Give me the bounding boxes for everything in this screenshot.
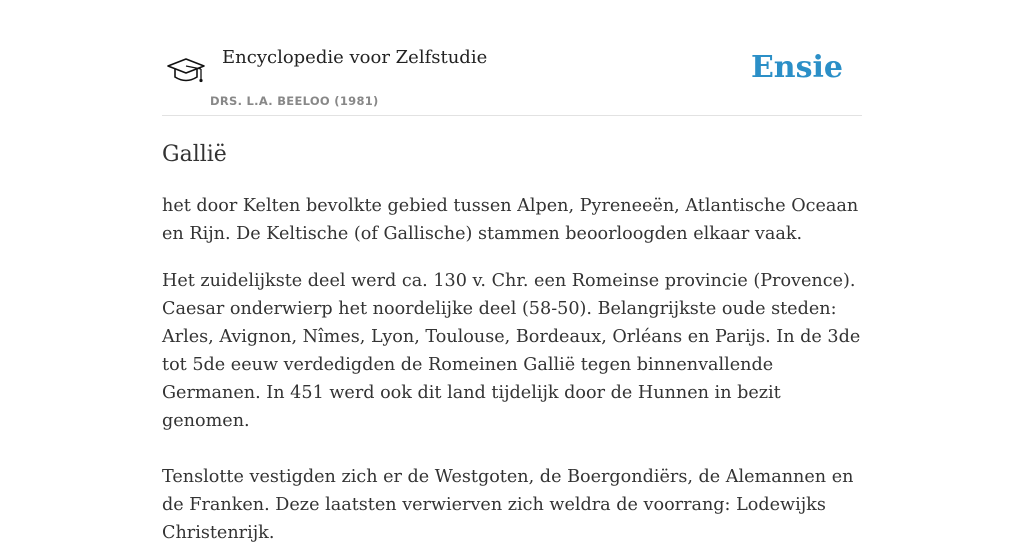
paragraph-1: het door Kelten bevolkte gebied tussen Alpen, Pyreneeën, Atlantische Oceaan en Rijn. De Keltische (of Gallische) stammen beoorloogden elkaar vaak. (162, 196, 859, 244)
author-credit: DRS. L.A. BEELOO (1981) (210, 94, 379, 108)
article (162, 138, 862, 547)
paragraph-2: Het zuidelijkste deel werd ca. 130 v. Chr. een Romeinse provincie (Provence). Caesar onderwierp het noordelijke deel (58-50). Belangrijkste oude steden: Arles, Avignon, Nîmes, Lyon, Toulouse, Bordeaux, Orléans en Parijs. In de 3de tot 5de eeuw verdedigden de Romeinen Gallië tegen binnenvallende Germanen. In 451 werd ook dit land tijdelijk door de Hunnen in bezit genomen. (162, 271, 861, 431)
paragraph-3: Tenslotte vestigden zich er de Westgoten, de Boergondiërs, de Alemannen en de Franken. Deze laatsten verwierven zich weldra de voorrang: Lodewijks Christenrijk. (162, 467, 854, 543)
book-title: Encyclopedie voor Zelfstudie (222, 47, 488, 68)
entry-title: Gallië (162, 142, 227, 167)
brand-logo-link[interactable]: Ensie (750, 50, 843, 85)
header (162, 40, 862, 116)
graduation-cap-icon (166, 55, 206, 87)
